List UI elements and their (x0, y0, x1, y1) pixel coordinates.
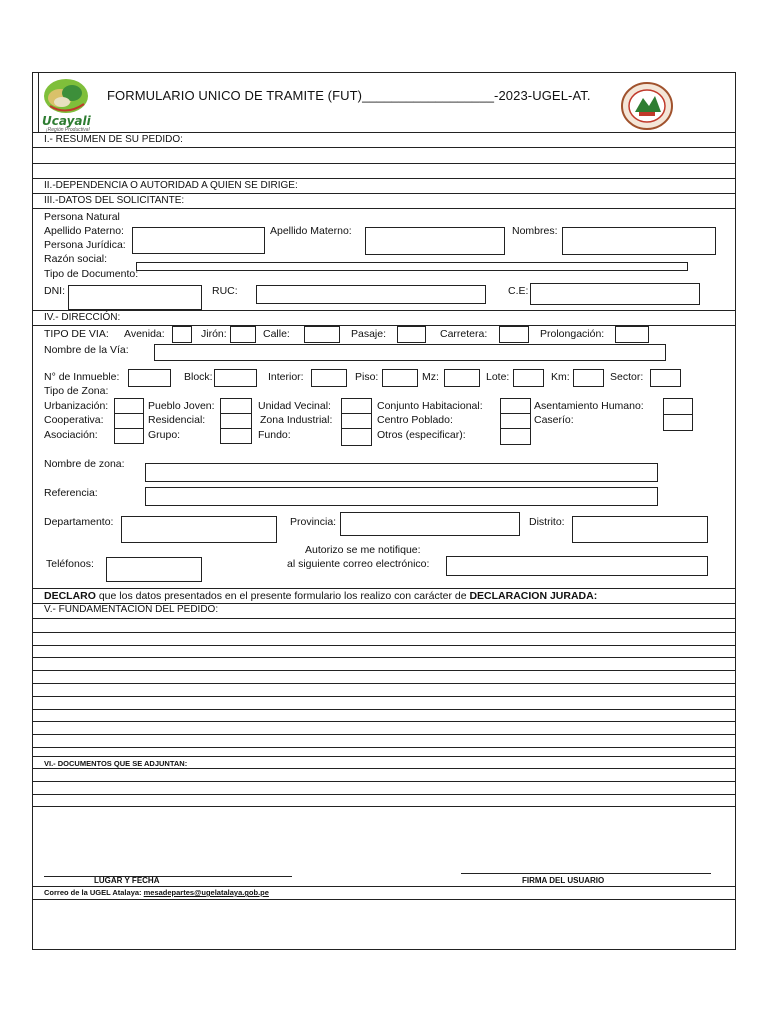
jiron-checkbox[interactable] (230, 326, 256, 343)
dni-label: DNI: (44, 285, 65, 297)
autorizo-label-2: al siguiente correo electrónico: (287, 558, 430, 570)
rule (32, 899, 736, 900)
apellido-paterno-field[interactable] (132, 227, 265, 254)
mz-field[interactable] (444, 369, 480, 387)
apellido-materno-label: Apellido Materno: (270, 225, 352, 237)
conjunto-habitacional-label: Conjunto Habitacional: (377, 400, 483, 412)
autorizo-label-1: Autorizo se me notifique: (305, 544, 421, 556)
declaro-post: DECLARACION JURADA: (469, 590, 598, 602)
firma-line (461, 873, 711, 874)
razon-social-field[interactable] (136, 262, 688, 271)
rule (32, 132, 736, 133)
unidad-vecinal-checkbox[interactable] (341, 398, 372, 414)
calle-label: Calle: (263, 328, 290, 340)
corner-tab (38, 72, 96, 73)
header-left-rule (38, 72, 39, 132)
prolongacion-checkbox[interactable] (615, 326, 649, 343)
avenida-checkbox[interactable] (172, 326, 192, 343)
dni-field[interactable] (68, 285, 202, 310)
rule (32, 208, 736, 209)
urbanizacion-label: Urbanización: (44, 400, 109, 412)
nombre-zona-label: Nombre de zona: (44, 458, 125, 470)
residencial-label: Residencial: (148, 414, 206, 426)
rule (32, 588, 736, 589)
rule (32, 794, 736, 795)
nombre-via-label: Nombre de la Vía: (44, 344, 129, 356)
rule (32, 734, 736, 735)
carretera-checkbox[interactable] (499, 326, 529, 343)
correo-notificacion-field[interactable] (446, 556, 708, 576)
zona-industrial-checkbox[interactable] (341, 413, 372, 429)
calle-checkbox[interactable] (304, 326, 340, 343)
centro-poblado-checkbox[interactable] (500, 413, 531, 429)
declaro-text (44, 590, 597, 602)
section-2-title: II.-DEPENDENCIA O AUTORIDAD A QUIEN SE DIRIGE: (44, 180, 298, 191)
rule (32, 768, 736, 769)
correo-ugel (44, 888, 269, 897)
residencial-checkbox[interactable] (220, 413, 252, 429)
apellido-materno-field[interactable] (365, 227, 505, 255)
cooperativa-checkbox[interactable] (114, 413, 144, 429)
interior-label: Interior: (268, 371, 304, 383)
section-6-title: VI.- DOCUMENTOS QUE SE ADJUNTAN: (44, 759, 188, 768)
nombres-field[interactable] (562, 227, 716, 255)
prolongacion-label: Prolongación: (540, 328, 605, 340)
caserio-label: Caserío: (534, 414, 574, 426)
pasaje-label: Pasaje: (351, 328, 387, 340)
tipo-documento-label: Tipo de Documento: (44, 268, 139, 280)
rule (32, 721, 736, 722)
lote-label: Lote: (486, 371, 510, 383)
ce-field[interactable] (530, 283, 700, 305)
mz-label: Mz: (422, 371, 439, 383)
rule (32, 657, 736, 658)
declaro-pre: DECLARO (44, 590, 96, 602)
rule (32, 163, 736, 164)
persona-natural-label: Persona Natural (44, 211, 120, 223)
departamento-field[interactable] (121, 516, 277, 543)
section-4-title: IV.- DIRECCIÓN: (44, 312, 121, 323)
urbanizacion-checkbox[interactable] (114, 398, 144, 414)
piso-field[interactable] (382, 369, 418, 387)
logo-left-text: Ucayali (42, 114, 91, 128)
caserio-checkbox[interactable] (663, 414, 693, 431)
pasaje-checkbox[interactable] (397, 326, 426, 343)
apellido-paterno-label: Apellido Paterno: (44, 225, 124, 237)
logo-left-slogan: ¡Región Productiva! (46, 127, 90, 133)
telefonos-label: Teléfonos: (46, 558, 94, 570)
asentamiento-humano-checkbox[interactable] (663, 398, 693, 415)
lugar-fecha-label: LUGAR Y FECHA (94, 876, 160, 885)
jiron-label: Jirón: (201, 328, 227, 340)
sector-label: Sector: (610, 371, 644, 383)
grupo-checkbox[interactable] (220, 428, 252, 444)
rule (32, 781, 736, 782)
pueblo-joven-checkbox[interactable] (220, 398, 252, 414)
tipo-zona-label: Tipo de Zona: (44, 385, 109, 397)
tipo-via-label: TIPO DE VIA: (44, 328, 109, 340)
provincia-field[interactable] (340, 512, 520, 536)
lote-field[interactable] (513, 369, 544, 387)
km-field[interactable] (573, 369, 604, 387)
rule (32, 632, 736, 633)
razon-social-label: Razón social: (44, 253, 108, 265)
fundo-checkbox[interactable] (341, 428, 372, 446)
block-field[interactable] (214, 369, 257, 387)
asociacion-checkbox[interactable] (114, 428, 144, 444)
grupo-label: Grupo: (148, 429, 181, 441)
lugar-fecha-line (44, 876, 292, 877)
distrito-field[interactable] (572, 516, 708, 543)
sector-field[interactable] (650, 369, 681, 387)
persona-juridica-label: Persona Jurídica: (44, 239, 126, 251)
referencia-label: Referencia: (44, 487, 98, 499)
unidad-vecinal-label: Unidad Vecinal: (258, 400, 331, 412)
rule (32, 747, 736, 748)
avenida-label: Avenida: (124, 328, 165, 340)
rule (32, 756, 736, 757)
asociacion-label: Asociación: (44, 429, 98, 441)
form-title: FORMULARIO UNICO DE TRAMITE (FUT)__________________-2023-UGEL-AT. (107, 88, 591, 103)
rule (32, 178, 736, 179)
departamento-label: Departamento: (44, 516, 114, 528)
rule (32, 645, 736, 646)
ruc-label: RUC: (212, 285, 238, 297)
section-1-title: I.- RESUMEN DE SU PEDIDO: (44, 134, 183, 145)
distrito-label: Distrito: (529, 516, 565, 528)
rule (32, 696, 736, 697)
rule (32, 806, 736, 807)
ruc-field[interactable] (256, 285, 486, 304)
n-inmueble-field[interactable] (128, 369, 171, 387)
correo-ugel-link[interactable]: mesadepartes@ugelatalaya.gob.pe (143, 888, 269, 897)
conjunto-habitacional-checkbox[interactable] (500, 398, 531, 414)
firma-label: FIRMA DEL USUARIO (522, 876, 605, 885)
zona-industrial-label: Zona Industrial: (260, 414, 333, 426)
centro-poblado-label: Centro Poblado: (377, 414, 453, 426)
rule (32, 709, 736, 710)
piso-label: Piso: (355, 371, 379, 383)
nombres-label: Nombres: (512, 225, 558, 237)
pueblo-joven-label: Pueblo Joven: (148, 400, 215, 412)
provincia-label: Provincia: (290, 516, 337, 528)
fundo-label: Fundo: (258, 429, 291, 441)
rule (32, 310, 736, 311)
declaro-mid: que los datos presentados en el presente formulario los realizo con carácter de (95, 590, 470, 602)
rule (32, 683, 736, 684)
ce-label: C.E: (508, 285, 529, 297)
referencia-field[interactable] (145, 487, 658, 506)
rule (32, 618, 736, 619)
otros-label: Otros (especificar): (377, 429, 466, 441)
asentamiento-humano-label: Asentamiento Humano: (534, 400, 644, 412)
rule (32, 147, 736, 148)
correo-ugel-label: Correo de la UGEL Atalaya: (44, 888, 144, 897)
otros-checkbox[interactable] (500, 428, 531, 445)
rule (32, 886, 736, 887)
section-3-title: III.-DATOS DEL SOLICITANTE: (44, 195, 185, 206)
carretera-label: Carretera: (440, 328, 488, 340)
cooperativa-label: Cooperativa: (44, 414, 104, 426)
block-label: Block: (184, 371, 213, 383)
rule (32, 193, 736, 194)
telefonos-field[interactable] (106, 557, 202, 582)
ugel-seal (621, 82, 673, 130)
interior-field[interactable] (311, 369, 347, 387)
n-inmueble-label: N° de Inmueble: (44, 371, 120, 383)
km-label: Km: (551, 371, 570, 383)
nombre-via-field[interactable] (154, 344, 666, 361)
nombre-zona-field[interactable] (145, 463, 658, 482)
rule (32, 670, 736, 671)
section-5-title: V.- FUNDAMENTACION DEL PEDIDO: (44, 604, 219, 615)
